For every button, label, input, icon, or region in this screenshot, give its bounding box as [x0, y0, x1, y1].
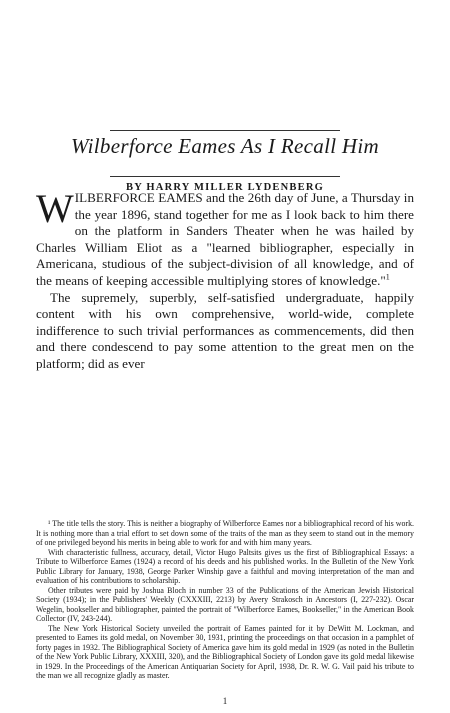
footnotes-top: [36, 519, 414, 681]
footnote-4: The New York Historical Society unveiled the portrait of Eames painted for it by DeWitt M. Lockman, and presented to Eames its gold medal, on November 30, 1931, printing the proceedings on that occasion in a pamphlet of forty pages in 1932. The Bibliographical Society of America gave him its gold medal in 1929 (as noted in the Bulletin of the New York Public Library, XXXIII, 320), and the Bibliographical Society of London gave its gold medal likewise in 1929. In the Proceedings of the American Antiquarian Society for April, 1938, Dr. R. W. G. Vail paid his tribute to the man we all recognize gladly as master.: [36, 623, 414, 680]
footnote-1: ¹ The title tells the story. This is neither a biography of Wilberforce Eames nor a bibliographical record of his work. It is nothing more than a trial effort to set down some of the traits of the man as they seem to stand out in the memory of one privileged beyond his merits in being able to work for and with him many years.: [36, 519, 414, 547]
footnote-3: Other tributes were paid by Joshua Bloch in number 33 of the Publications of the American Jewish Historical Society (1934); in the Publishers' Weekly (CXXXIII, 2213) by Avery Strakosch in Ancestors (I, 227-232). Oscar Wegelin, bookseller and bibliographer, painted the portrait of "Wilberforce Eames, Bookseller," in the American Book Collector (IV, 243-244).: [36, 585, 414, 623]
footnote-2: With characteristic fullness, accuracy, detail, Victor Hugo Paltsits gives us the first of Bibliographical Essays: a Tribute to Wilberforce Eames (1924) a record of his deeds and his published works. In the Bulletin of the New York Public Library for January, 1938, George Parker Winship gave a faithful and moving interpretation of the man and evaluation of his contributions to scholarship.: [36, 547, 414, 585]
paragraph-2: The supremely, superbly, self-satisfied undergraduate, happily content with his own comprehensive, world-wide, complete indifference to such trivial performances as commencements, did then and there condescend to pay some attention to the great men on the platform; did as ever: [36, 289, 414, 371]
footnote-marker: 1: [385, 272, 390, 282]
article-title: Wilberforce Eames As I Recall Him: [71, 134, 379, 158]
title-bottom-rule: [110, 176, 340, 177]
article-byline: BY HARRY MILLER LYDENBERG: [126, 182, 324, 193]
title-top-rule: [110, 130, 340, 131]
paragraph-1-text: ILBERFORCE EAMES and the 26th day of June, a Thursday in the year 1896, stand together for me as I look back to him there on the platform in Sanders Theater when he was hailed by Charles William Eliot as a "learned bibliographer, especially in Americana, studious of the subject-division of all knowledge, and of the means of keeping accessible multiplying stores of knowledge.": [36, 190, 414, 288]
page-number: 1: [222, 696, 228, 706]
drop-cap: W: [36, 186, 74, 231]
